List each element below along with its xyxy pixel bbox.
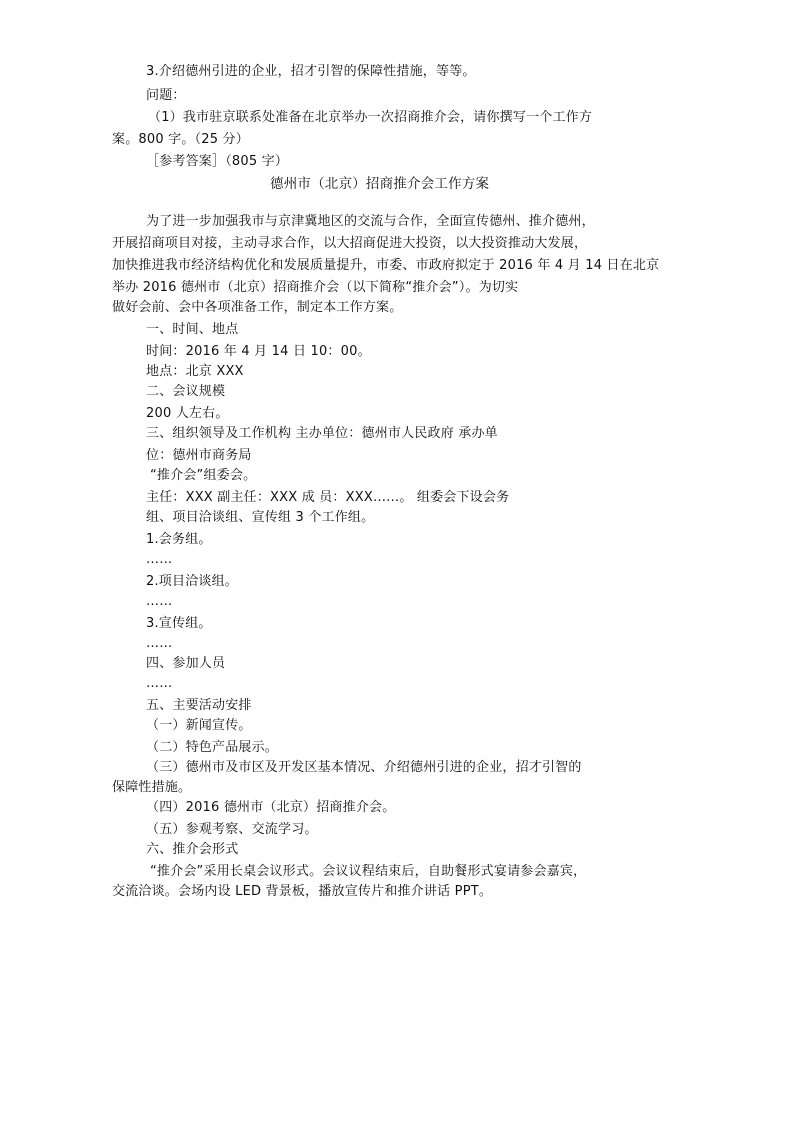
group-1-ellipsis: ……: [146, 552, 173, 567]
intro-paragraph-line-4: 举办 2016 德州市（北京）招商推介会（以下简称“推介会”）。为切实: [112, 280, 519, 295]
activity-2-products: （二）特色产品展示。: [146, 740, 279, 755]
section-3-committee-members: 主任：XXX 副主任：XXX 成 员：XXX……。 组委会下设会务: [146, 490, 510, 505]
intro-paragraph-line-2: 开展招商项目对接，主动寻求合作，以大招商促进大投资，以大投资推动大发展，: [112, 236, 588, 251]
question-1-line-2: 案。800 字。（25 分）: [112, 132, 249, 147]
activity-4-conference: （四）2016 德州市（北京）招商推介会。: [146, 800, 396, 815]
section-4-heading: 四、参加人员: [146, 656, 226, 671]
activity-1-news: （一）新闻宣传。: [146, 718, 252, 733]
question-1-line-1: （1）我市驻京联系处准备在北京举办一次招商推介会，请你撰写一个工作方: [148, 110, 593, 125]
document-title: 德州市（北京）招商推介会工作方案: [270, 176, 490, 192]
group-3-ellipsis: ……: [146, 636, 173, 651]
section-4-ellipsis: ……: [146, 676, 173, 691]
section-1-time: 时间：2016 年 4 月 14 日 10：00。: [146, 344, 371, 359]
section-2-scale: 200 人左右。: [146, 406, 229, 421]
group-1-affairs: 1.会务组。: [146, 532, 212, 547]
item-3-intro-enterprises: 3.介绍德州引进的企业，招才引智的保障性措施，等等。: [146, 64, 476, 79]
intro-paragraph-line-5: 做好会前、会中各项准备工作，制定本工作方案。: [112, 300, 403, 315]
section-3-heading: 三、组织领导及工作机构 主办单位：德州市人民政府 承办单: [146, 426, 498, 441]
intro-paragraph-line-1: 为了进一步加强我市与京津冀地区的交流与合作，全面宣传德州、推介德州，: [146, 214, 595, 229]
section-1-heading: 一、时间、地点: [146, 322, 239, 337]
group-3-publicity: 3.宣传组。: [146, 616, 212, 631]
section-6-paragraph-line-1: “推介会”采用长桌会议形式。会议议程结束后，自助餐形式宴请参会嘉宾，: [150, 864, 587, 879]
activity-5-visit: （五）参观考察、交流学习。: [146, 822, 318, 837]
section-2-heading: 二、会议规模: [146, 384, 226, 399]
section-1-location: 地点：北京 XXX: [146, 364, 244, 379]
section-5-heading: 五、主要活动安排: [146, 698, 252, 713]
section-6-paragraph-line-2: 交流洽谈。会场内设 LED 背景板，播放宣传片和推介讲话 PPT。: [112, 884, 493, 899]
group-2-negotiation: 2.项目洽谈组。: [146, 574, 239, 589]
question-label: 问题：: [146, 88, 186, 103]
intro-paragraph-line-3: 加快推进我市经济结构优化和发展质量提升，市委、市政府拟定于 2016 年 4 月 14 日在北京: [112, 258, 660, 273]
activity-3-introduction-line-1: （三）德州市及市区及开发区基本情况、介绍德州引进的企业，招才引智的: [146, 760, 582, 775]
section-3-organizer: 位：德州市商务局: [146, 448, 252, 463]
activity-3-introduction-line-2: 保障性措施。: [112, 780, 192, 795]
section-3-committee: “推介会”组委会。: [150, 468, 257, 483]
group-2-ellipsis: ……: [146, 594, 173, 609]
reference-answer-label: ［参考答案］（805 字）: [146, 154, 289, 169]
section-6-heading: 六、推介会形式: [146, 842, 239, 857]
section-3-working-groups: 组、项目洽谈组、宣传组 3 个工作组。: [146, 510, 375, 525]
